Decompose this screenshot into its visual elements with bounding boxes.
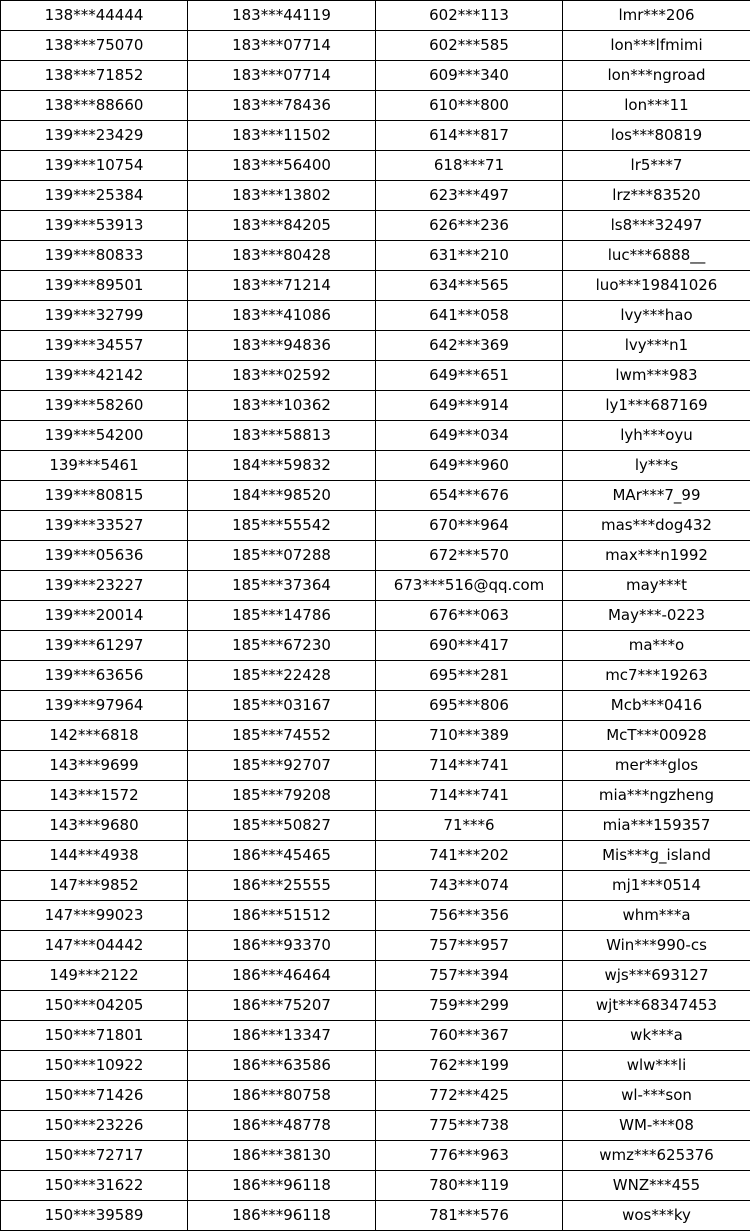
table-cell: 741***202 bbox=[376, 841, 563, 871]
table-cell: lon***11 bbox=[563, 91, 750, 121]
table-row bbox=[1, 721, 750, 751]
table-cell: 150***71801 bbox=[1, 1021, 188, 1051]
table-cell: lr5***7 bbox=[563, 151, 750, 181]
table-cell: 185***03167 bbox=[188, 691, 376, 721]
table-cell: wmz***625376 bbox=[563, 1141, 750, 1171]
table-row bbox=[1, 361, 750, 391]
table-cell: 139***34557 bbox=[1, 331, 188, 361]
table-cell: 183***11502 bbox=[188, 121, 376, 151]
table-cell: 139***58260 bbox=[1, 391, 188, 421]
table-cell: 641***058 bbox=[376, 301, 563, 331]
table-cell: 183***13802 bbox=[188, 181, 376, 211]
table-row bbox=[1, 61, 750, 91]
table-cell: 147***99023 bbox=[1, 901, 188, 931]
table-row bbox=[1, 901, 750, 931]
table-cell: 649***651 bbox=[376, 361, 563, 391]
table-row bbox=[1, 1, 750, 31]
table-cell: lyh***oyu bbox=[563, 421, 750, 451]
table-cell: 602***585 bbox=[376, 31, 563, 61]
table-row bbox=[1, 661, 750, 691]
table-cell: 743***074 bbox=[376, 871, 563, 901]
table-cell: 649***914 bbox=[376, 391, 563, 421]
table-cell: 186***75207 bbox=[188, 991, 376, 1021]
table-body bbox=[1, 1, 750, 1231]
table-cell: 781***576 bbox=[376, 1201, 563, 1231]
table-cell: 649***960 bbox=[376, 451, 563, 481]
table-cell: 150***23226 bbox=[1, 1111, 188, 1141]
table-cell: 150***39589 bbox=[1, 1201, 188, 1231]
table-row bbox=[1, 241, 750, 271]
table-row bbox=[1, 121, 750, 151]
table-row bbox=[1, 631, 750, 661]
table-cell: 139***10754 bbox=[1, 151, 188, 181]
table-cell: 185***07288 bbox=[188, 541, 376, 571]
table-cell: 138***44444 bbox=[1, 1, 188, 31]
table-row bbox=[1, 211, 750, 241]
table-cell: 150***10922 bbox=[1, 1051, 188, 1081]
table-cell: 649***034 bbox=[376, 421, 563, 451]
table-row bbox=[1, 931, 750, 961]
table-cell: 186***63586 bbox=[188, 1051, 376, 1081]
table-row bbox=[1, 451, 750, 481]
table-cell: mia***ngzheng bbox=[563, 781, 750, 811]
table-cell: ly***s bbox=[563, 451, 750, 481]
table-cell: 183***41086 bbox=[188, 301, 376, 331]
table-cell: 185***92707 bbox=[188, 751, 376, 781]
table-cell: 759***299 bbox=[376, 991, 563, 1021]
table-cell: 695***806 bbox=[376, 691, 563, 721]
table-cell: 185***50827 bbox=[188, 811, 376, 841]
table-cell: 183***78436 bbox=[188, 91, 376, 121]
table-cell: 139***63656 bbox=[1, 661, 188, 691]
table-cell: lwm***983 bbox=[563, 361, 750, 391]
table-cell: mia***159357 bbox=[563, 811, 750, 841]
table-cell: 618***71 bbox=[376, 151, 563, 181]
table-cell: 186***93370 bbox=[188, 931, 376, 961]
table-cell: 183***07714 bbox=[188, 31, 376, 61]
table-row bbox=[1, 1201, 750, 1231]
table-cell: 139***53913 bbox=[1, 211, 188, 241]
table-row bbox=[1, 181, 750, 211]
table-cell: lon***lfmimi bbox=[563, 31, 750, 61]
table-cell: 185***55542 bbox=[188, 511, 376, 541]
table-cell: 139***25384 bbox=[1, 181, 188, 211]
table-cell: 139***80815 bbox=[1, 481, 188, 511]
table-row bbox=[1, 271, 750, 301]
table-cell: 186***38130 bbox=[188, 1141, 376, 1171]
table-cell: MAr***7_99 bbox=[563, 481, 750, 511]
table-cell: wjt***68347453 bbox=[563, 991, 750, 1021]
table-cell: 183***44119 bbox=[188, 1, 376, 31]
table-cell: 139***80833 bbox=[1, 241, 188, 271]
table-cell: 183***80428 bbox=[188, 241, 376, 271]
table-cell: 642***369 bbox=[376, 331, 563, 361]
table-cell: 672***570 bbox=[376, 541, 563, 571]
table-cell: 626***236 bbox=[376, 211, 563, 241]
table-row bbox=[1, 331, 750, 361]
table-row bbox=[1, 511, 750, 541]
table-cell: 139***97964 bbox=[1, 691, 188, 721]
table-row bbox=[1, 1111, 750, 1141]
table-row bbox=[1, 1081, 750, 1111]
table-row bbox=[1, 1021, 750, 1051]
table-cell: lrz***83520 bbox=[563, 181, 750, 211]
table-cell: 184***98520 bbox=[188, 481, 376, 511]
table-row bbox=[1, 1051, 750, 1081]
table-cell: 186***51512 bbox=[188, 901, 376, 931]
table-cell: WM-***08 bbox=[563, 1111, 750, 1141]
table-cell: 183***56400 bbox=[188, 151, 376, 181]
table-cell: mc7***19263 bbox=[563, 661, 750, 691]
table-cell: 623***497 bbox=[376, 181, 563, 211]
table-cell: wjs***693127 bbox=[563, 961, 750, 991]
table-cell: luo***19841026 bbox=[563, 271, 750, 301]
table-cell: may***t bbox=[563, 571, 750, 601]
table-cell: mas***dog432 bbox=[563, 511, 750, 541]
table-cell: ma***o bbox=[563, 631, 750, 661]
table-cell: 150***72717 bbox=[1, 1141, 188, 1171]
table-cell: 762***199 bbox=[376, 1051, 563, 1081]
table-cell: 186***13347 bbox=[188, 1021, 376, 1051]
table-cell: 634***565 bbox=[376, 271, 563, 301]
table-cell: 760***367 bbox=[376, 1021, 563, 1051]
table-row bbox=[1, 691, 750, 721]
table-cell: 186***48778 bbox=[188, 1111, 376, 1141]
table-cell: max***n1992 bbox=[563, 541, 750, 571]
table-cell: 185***79208 bbox=[188, 781, 376, 811]
table-row bbox=[1, 31, 750, 61]
table-cell: McT***00928 bbox=[563, 721, 750, 751]
table-cell: 775***738 bbox=[376, 1111, 563, 1141]
table-cell: 139***05636 bbox=[1, 541, 188, 571]
table-cell: 186***96118 bbox=[188, 1171, 376, 1201]
table-cell: 757***394 bbox=[376, 961, 563, 991]
table-cell: 183***71214 bbox=[188, 271, 376, 301]
table-row bbox=[1, 991, 750, 1021]
table-cell: mj1***0514 bbox=[563, 871, 750, 901]
table-cell: lon***ngroad bbox=[563, 61, 750, 91]
table-cell: 139***23429 bbox=[1, 121, 188, 151]
table-cell: 143***9680 bbox=[1, 811, 188, 841]
table-cell: 776***963 bbox=[376, 1141, 563, 1171]
table-cell: 149***2122 bbox=[1, 961, 188, 991]
table-cell: whm***a bbox=[563, 901, 750, 931]
table-cell: 631***210 bbox=[376, 241, 563, 271]
table-cell: 670***964 bbox=[376, 511, 563, 541]
table-cell: lmr***206 bbox=[563, 1, 750, 31]
table-cell: 695***281 bbox=[376, 661, 563, 691]
table-cell: 147***9852 bbox=[1, 871, 188, 901]
table-row bbox=[1, 751, 750, 781]
table-row bbox=[1, 811, 750, 841]
table-row bbox=[1, 151, 750, 181]
table-cell: wos***ky bbox=[563, 1201, 750, 1231]
table-cell: 150***71426 bbox=[1, 1081, 188, 1111]
table-cell: 144***4938 bbox=[1, 841, 188, 871]
table-cell: 780***119 bbox=[376, 1171, 563, 1201]
table-row bbox=[1, 871, 750, 901]
table-cell: wlw***li bbox=[563, 1051, 750, 1081]
table-cell: 673***516@qq.com bbox=[376, 571, 563, 601]
table-cell: 186***96118 bbox=[188, 1201, 376, 1231]
table-cell: May***-0223 bbox=[563, 601, 750, 631]
table-cell: 186***25555 bbox=[188, 871, 376, 901]
table-cell: 138***71852 bbox=[1, 61, 188, 91]
table-cell: 138***88660 bbox=[1, 91, 188, 121]
table-cell: wl-***son bbox=[563, 1081, 750, 1111]
table-row bbox=[1, 391, 750, 421]
table-cell: Mis***g_island bbox=[563, 841, 750, 871]
table-cell: 185***74552 bbox=[188, 721, 376, 751]
table-cell: 139***23227 bbox=[1, 571, 188, 601]
table-cell: 186***80758 bbox=[188, 1081, 376, 1111]
table-cell: mer***glos bbox=[563, 751, 750, 781]
table-cell: 139***54200 bbox=[1, 421, 188, 451]
table-cell: 138***75070 bbox=[1, 31, 188, 61]
table-cell: Win***990-cs bbox=[563, 931, 750, 961]
table-cell: 185***37364 bbox=[188, 571, 376, 601]
table-cell: 71***6 bbox=[376, 811, 563, 841]
table-cell: luc***6888__ bbox=[563, 241, 750, 271]
table-cell: 183***58813 bbox=[188, 421, 376, 451]
table-row bbox=[1, 841, 750, 871]
table-cell: 185***67230 bbox=[188, 631, 376, 661]
table-row bbox=[1, 421, 750, 451]
table-cell: 690***417 bbox=[376, 631, 563, 661]
table-cell: 183***07714 bbox=[188, 61, 376, 91]
table-cell: lvy***n1 bbox=[563, 331, 750, 361]
table-cell: 183***10362 bbox=[188, 391, 376, 421]
table-cell: lvy***hao bbox=[563, 301, 750, 331]
table-cell: 183***02592 bbox=[188, 361, 376, 391]
table-cell: 143***1572 bbox=[1, 781, 188, 811]
table-cell: 654***676 bbox=[376, 481, 563, 511]
table-cell: 184***59832 bbox=[188, 451, 376, 481]
table-cell: 183***84205 bbox=[188, 211, 376, 241]
table-cell: 139***20014 bbox=[1, 601, 188, 631]
table-cell: 139***33527 bbox=[1, 511, 188, 541]
table-row bbox=[1, 601, 750, 631]
table-row bbox=[1, 571, 750, 601]
table-cell: 139***32799 bbox=[1, 301, 188, 331]
table-cell: 772***425 bbox=[376, 1081, 563, 1111]
table-cell: ls8***32497 bbox=[563, 211, 750, 241]
table-cell: 183***94836 bbox=[188, 331, 376, 361]
table-cell: 139***61297 bbox=[1, 631, 188, 661]
table-cell: 147***04442 bbox=[1, 931, 188, 961]
table-cell: Mcb***0416 bbox=[563, 691, 750, 721]
table-cell: los***80819 bbox=[563, 121, 750, 151]
table-cell: 150***31622 bbox=[1, 1171, 188, 1201]
table-cell: 714***741 bbox=[376, 781, 563, 811]
table-row bbox=[1, 91, 750, 121]
table-cell: 602***113 bbox=[376, 1, 563, 31]
table-cell: 186***46464 bbox=[188, 961, 376, 991]
table-cell: 710***389 bbox=[376, 721, 563, 751]
table-row bbox=[1, 781, 750, 811]
table-cell: 610***800 bbox=[376, 91, 563, 121]
table-row bbox=[1, 1141, 750, 1171]
table-cell: 714***741 bbox=[376, 751, 563, 781]
table-cell: 139***89501 bbox=[1, 271, 188, 301]
table-cell: 186***45465 bbox=[188, 841, 376, 871]
table-row bbox=[1, 961, 750, 991]
table-row bbox=[1, 1171, 750, 1201]
table-cell: 185***14786 bbox=[188, 601, 376, 631]
table-row bbox=[1, 481, 750, 511]
table-cell: 139***5461 bbox=[1, 451, 188, 481]
table-cell: 150***04205 bbox=[1, 991, 188, 1021]
table-cell: 139***42142 bbox=[1, 361, 188, 391]
table-cell: 142***6818 bbox=[1, 721, 188, 751]
table-cell: 185***22428 bbox=[188, 661, 376, 691]
table-cell: wk***a bbox=[563, 1021, 750, 1051]
table-cell: ly1***687169 bbox=[563, 391, 750, 421]
table-cell: 614***817 bbox=[376, 121, 563, 151]
table-row bbox=[1, 541, 750, 571]
table-cell: 609***340 bbox=[376, 61, 563, 91]
table-cell: WNZ***455 bbox=[563, 1171, 750, 1201]
table-cell: 676***063 bbox=[376, 601, 563, 631]
table-row bbox=[1, 301, 750, 331]
table-cell: 757***957 bbox=[376, 931, 563, 961]
table-cell: 756***356 bbox=[376, 901, 563, 931]
table-cell: 143***9699 bbox=[1, 751, 188, 781]
